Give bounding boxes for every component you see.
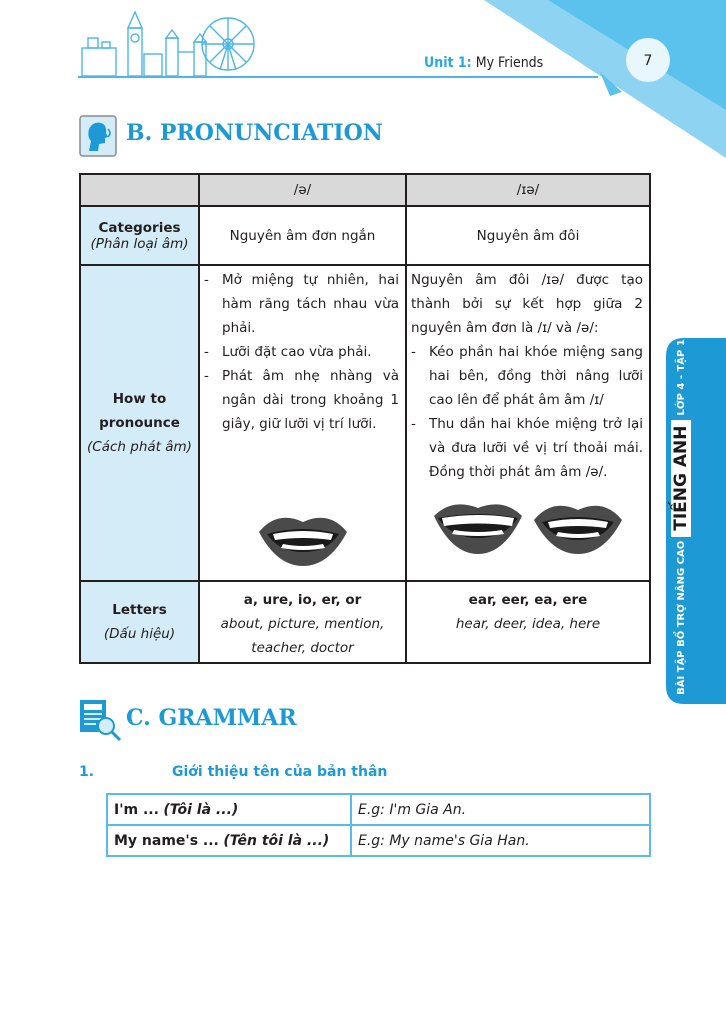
- grammar-example: E.g: I'm Gia An.: [351, 794, 650, 825]
- mouth-ie-icon: [532, 496, 624, 556]
- letters-label: Letters: [112, 602, 167, 618]
- letters-label-vi: (Dấu hiệu): [103, 626, 176, 642]
- how-label-vi: (Cách phát âm): [87, 439, 192, 455]
- letters-ie-cell: [406, 581, 650, 663]
- header-schwa: /ə/: [199, 174, 406, 206]
- grammar-example: E.g: My name's Gia Han.: [351, 825, 650, 856]
- how-schwa-cell: [199, 265, 406, 581]
- header-empty-cell: [80, 174, 199, 206]
- letters-row: [80, 581, 650, 663]
- how-schwa-item: - Mở miệng tự nhiên, hai hàm răng tách nhau vừa phải.: [200, 268, 399, 340]
- grammar-pattern-vi: (Tôi là ...): [163, 801, 239, 818]
- page-number: 7: [643, 53, 653, 69]
- mouth-ie-icon: [432, 496, 524, 556]
- examples-ie: hear, deer, idea, here: [455, 616, 601, 632]
- grammar-table: [106, 793, 651, 857]
- side-tab-text: [661, 334, 701, 700]
- grammar-pattern-cell: [107, 794, 351, 825]
- side-tab-grade: LỚP 4 - TẬP 1: [675, 339, 687, 416]
- grammar-pattern-cell: [107, 825, 351, 856]
- how-schwa-item: - Phát âm nhẹ nhàng và ngân dài trong khoảng 1 giây, giữ lưỡi vị trí lưỡi.: [200, 364, 399, 436]
- categories-label: Categories: [98, 219, 181, 236]
- how-ie-item: - Kéo phần hai khóe miệng sang hai bên, đồng thời nâng lưỡi cao lên để phát âm âm /ɪ/: [407, 340, 643, 412]
- how-label-cell: [80, 265, 199, 581]
- document-search-icon: [78, 698, 122, 742]
- how-ie-list: [407, 340, 649, 484]
- grammar-item-title: Giới thiệu tên của bản thân: [172, 764, 388, 780]
- pronunciation-title: B. PRONUNCIATION: [126, 120, 383, 146]
- mouth-ie-group: [407, 496, 649, 556]
- categories-schwa: Nguyên âm đơn ngắn: [199, 206, 406, 265]
- side-tab-subject: TIẾNG ANH: [671, 420, 691, 537]
- unit-title: [424, 55, 543, 71]
- letters-ie: ear, eer, ea, ere: [468, 592, 588, 608]
- categories-ie: Nguyên âm đôi: [406, 206, 650, 265]
- how-ie-intro: Nguyên âm đôi /ɪə/ được tạo thành bởi sự kết hợp giữa 2 nguyên âm đơn là /ɪ/ và /ə/:: [411, 272, 643, 336]
- pronunciation-table: [79, 173, 651, 664]
- how-row: [80, 265, 650, 581]
- examples-schwa: about, picture, mention, teacher, doctor: [220, 616, 385, 656]
- how-ie-item: - Thu dần hai khóe miệng trở lại và đưa lưỡi về vị trí thoải mái. Đồng thời phát âm âm /ə/.: [407, 412, 643, 484]
- side-tab-series: BÀI TẬP BỔ TRỢ NÂNG CAO: [675, 540, 687, 695]
- unit-name: My Friends: [475, 55, 544, 71]
- how-label: How to pronounce: [99, 391, 180, 431]
- mouth-schwa-icon: [257, 508, 349, 568]
- categories-row: [80, 206, 650, 265]
- grammar-item-number: 1.: [79, 764, 95, 780]
- letters-schwa-cell: [199, 581, 406, 663]
- grammar-row: [107, 825, 650, 856]
- grammar-pattern-vi: (Tên tôi là ...): [223, 832, 330, 849]
- speaking-head-icon: [79, 115, 117, 157]
- how-schwa-item: - Lưỡi đặt cao vừa phải.: [200, 340, 399, 364]
- letters-schwa: a, ure, io, er, or: [243, 592, 362, 608]
- categories-label-cell: [80, 206, 199, 265]
- header-ie: /ɪə/: [406, 174, 650, 206]
- grammar-title: C. GRAMMAR: [126, 705, 297, 731]
- letters-label-cell: [80, 581, 199, 663]
- how-schwa-list: [200, 268, 405, 436]
- grammar-pattern: I'm ...: [114, 801, 159, 818]
- grammar-pattern: My name's ...: [114, 832, 219, 849]
- grammar-row: [107, 794, 650, 825]
- how-ie-cell: [406, 265, 650, 581]
- categories-label-vi: (Phân loại âm): [90, 235, 189, 252]
- table-header-row: [80, 174, 650, 206]
- unit-label: Unit 1:: [424, 55, 472, 71]
